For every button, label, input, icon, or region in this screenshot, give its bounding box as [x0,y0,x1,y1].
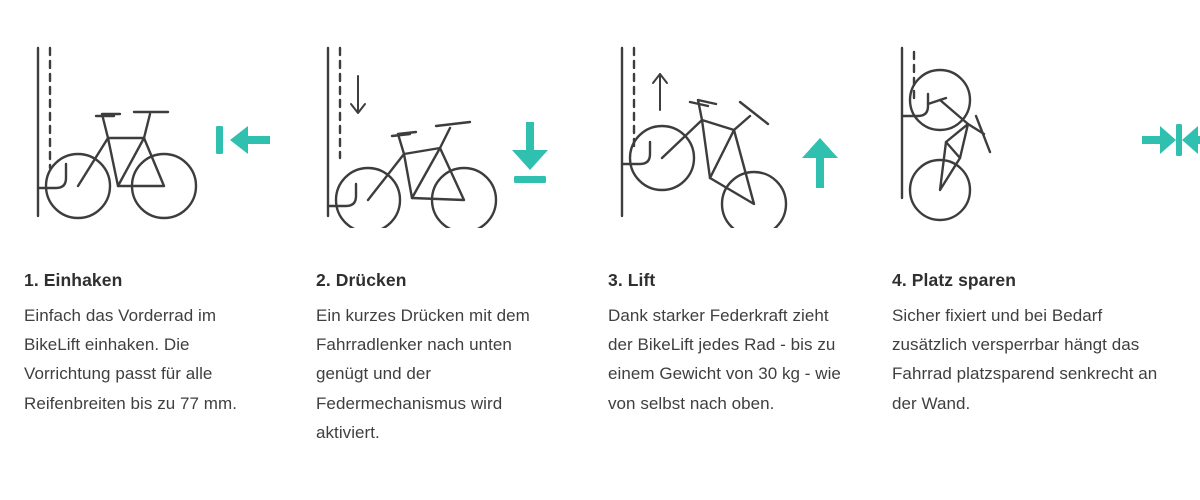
step-2-body: Ein kurzes Drücken mit dem Fahrradlenker nach unten genügt und der Federmechanismus wird aktiviert. [316,306,530,442]
step-druecken [296,0,592,447]
step-3-caption [592,270,884,418]
step-einhaken [0,0,296,418]
step-2-heading: 2. Drücken [316,270,407,290]
connector-arrow-left-to-bar-icon [210,120,274,162]
step-4-body: Sicher fixiert und bei Bedarf zusätzlich versperrbar hängt das Fahrrad platzsparend senkrecht an der Wand. [892,306,1158,413]
step-2-illustration-area [296,0,592,270]
step-2-caption [296,270,592,447]
step-lift [592,0,884,418]
bike-pushed-down-icon [316,38,506,228]
step-3-heading: 3. Lift [608,270,656,290]
connector-arrow-down-to-bar-icon [502,120,558,192]
step-1-caption [0,270,296,418]
step-1-heading: 1. Einhaken [24,270,123,290]
step-4-heading: 4. Platz sparen [892,270,1017,290]
step-1-illustration-area [0,0,296,270]
connector-arrow-up-icon [792,120,848,192]
step-4-illustration-area [884,0,1200,270]
step-4-caption [884,270,1200,418]
step-1-body: Einfach das Vorderrad im BikeLift einhaken. Die Vorrichtung passt für alle Reifenbreiten bis zu 77 mm. [24,306,238,413]
step-3-body: Dank starker Federkraft zieht der BikeLift jedes Rad - bis zu einem Gewicht von 30 kg - wie von selbst nach oben. [608,306,841,413]
step-3-illustration-area [592,0,884,270]
step-platz-sparen [884,0,1200,418]
bike-vertical-on-wall-icon [894,38,1064,228]
bike-on-wall-hook-icon [22,38,202,228]
connector-arrows-inward-icon [1140,120,1200,162]
bike-lifting-up-icon [610,38,800,228]
